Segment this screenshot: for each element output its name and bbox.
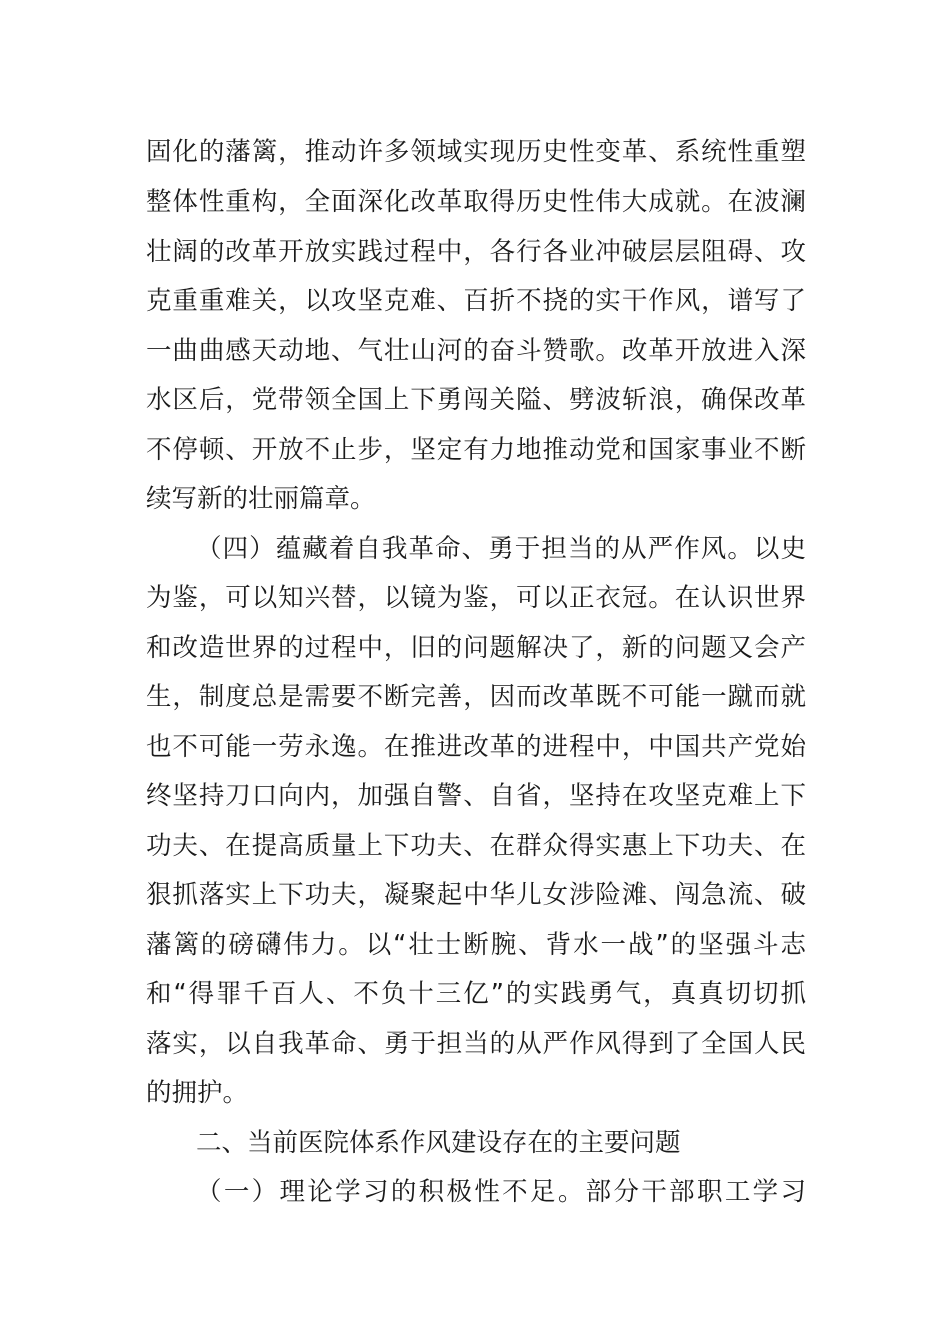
paragraph-line: 和“得罪千百人、不负十三亿”的实践勇气，真真切切抓 (146, 979, 806, 1009)
paragraph-line: 为鉴，可以知兴替，以镜为鉴，可以正衣冠。在认识世界 (146, 583, 806, 613)
paragraph-line: 克重重难关，以攻坚克难、百折不挠的实干作风，谱写了 (146, 286, 806, 316)
paragraph-line: 整体性重构，全面深化改革取得历史性伟大成就。在波澜 (146, 187, 806, 217)
paragraph-line: 也不可能一劳永逸。在推进改革的进程中，中国共产党始 (146, 732, 806, 762)
paragraph-line: 落实，以自我革命、勇于担当的从严作风得到了全国人民 (146, 1029, 806, 1059)
paragraph-line: 固化的藩篱，推动许多领域实现历史性变革、系统性重塑 (146, 137, 806, 167)
paragraph-line: 水区后，党带领全国上下勇闯关隘、劈波斩浪，确保改革 (146, 385, 806, 415)
section-heading: 二、当前医院体系作风建设存在的主要问题 (196, 1128, 681, 1158)
paragraph-line: 的拥护。 (146, 1078, 249, 1108)
paragraph-line: 续写新的壮丽篇章。 (146, 484, 376, 514)
paragraph-line: 生，制度总是需要不断完善，因而改革既不可能一蹴而就 (146, 682, 806, 712)
paragraph-line: 和改造世界的过程中，旧的问题解决了，新的问题又会产 (146, 633, 806, 663)
paragraph-line: （四）蕴藏着自我革命、勇于担当的从严作风。以史 (196, 534, 806, 564)
paragraph-line: 藩篱的磅礴伟力。以“壮士断腕、背水一战”的坚强斗志 (146, 930, 806, 960)
subsection-line: （一）理论学习的积极性不足。部分干部职工学习 (196, 1177, 806, 1207)
paragraph-line: 一曲曲感天动地、气壮山河的奋斗赞歌。改革开放进入深 (146, 336, 806, 366)
paragraph-line: 不停顿、开放不止步，坚定有力地推动党和国家事业不断 (146, 435, 806, 465)
paragraph-line: 狠抓落实上下功夫，凝聚起中华儿女涉险滩、闯急流、破 (146, 880, 806, 910)
paragraph-line: 终坚持刀口向内，加强自警、自省，坚持在攻坚克难上下 (146, 781, 806, 811)
paragraph-line: 功夫、在提高质量上下功夫、在群众得实惠上下功夫、在 (146, 831, 806, 861)
paragraph-line: 壮阔的改革开放实践过程中，各行各业冲破层层阻碍、攻 (146, 237, 806, 267)
